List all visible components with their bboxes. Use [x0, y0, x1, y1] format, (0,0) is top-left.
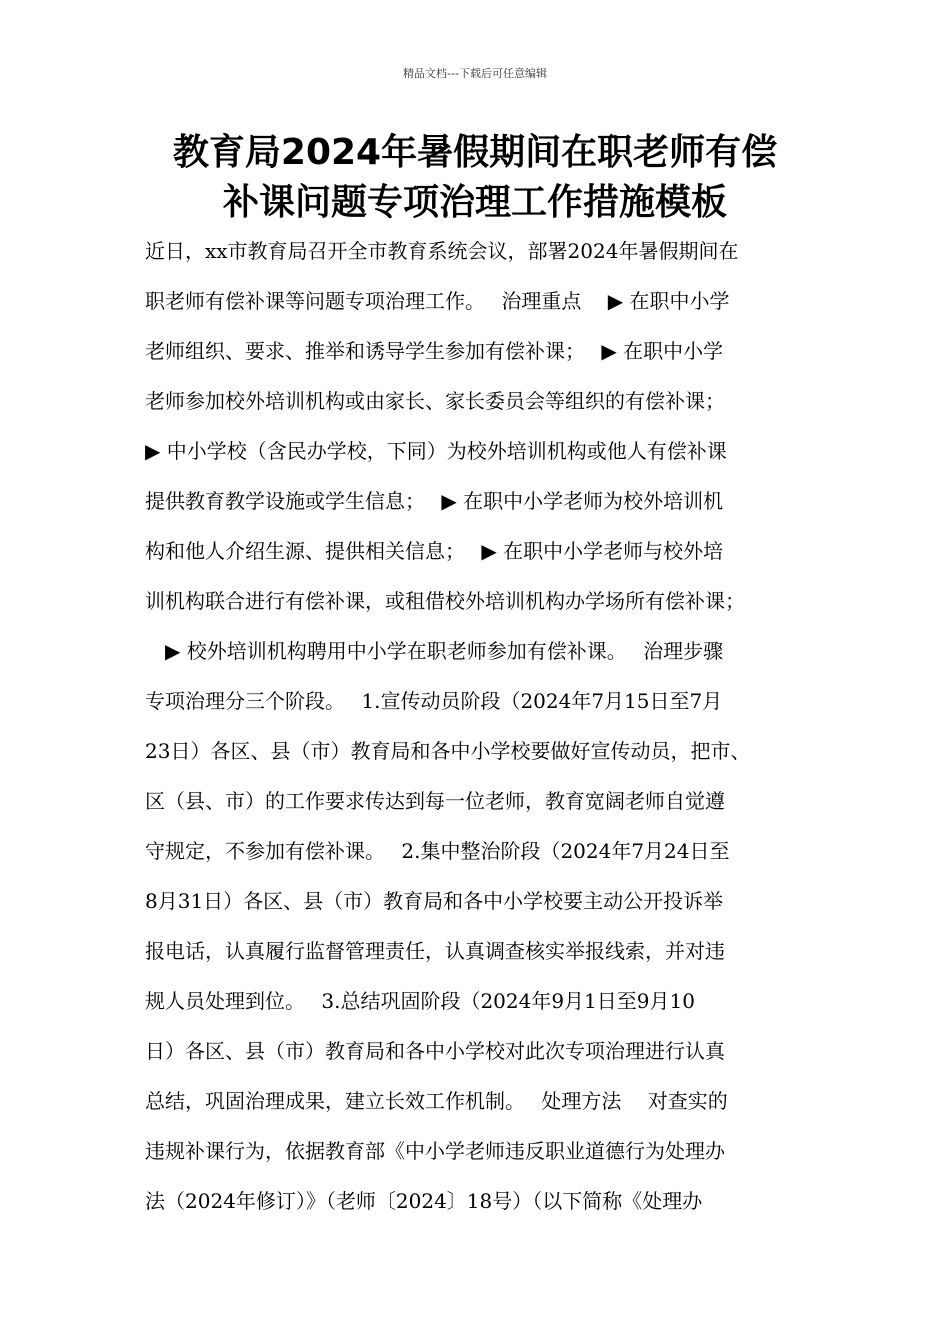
title-line: 补课问题专项治理工作措施模板: [222, 182, 727, 223]
body-line: 区（县、市）的工作要求传达到每一位老师，教育宽阔老师自觉遵: [145, 789, 725, 813]
body-line: 总结，巩固治理成果，建立长效工作机制。 处理方法 对查实的: [145, 1089, 728, 1113]
body-line: 日）各区、县（市）教育局和各中小学校对此次专项治理进行认真: [145, 1039, 725, 1063]
body-line: 提供教育教学设施或学生信息； ▶ 在职中小学老师为校外培训机: [145, 489, 724, 513]
document-body: [145, 226, 835, 1226]
header-watermark-text: 精品文档---下载后可任意编辑: [403, 67, 547, 80]
body-line: 违规补课行为，依据教育部《中小学老师违反职业道德行为处理办: [145, 1139, 725, 1163]
body-line: 报电话，认真履行监督管理责任，认真调查核实举报线索，并对违: [145, 939, 725, 963]
body-line: 构和他人介绍生源、提供相关信息； ▶ 在职中小学老师与校外培: [145, 539, 724, 563]
body-line: 专项治理分三个阶段。 1.宣传动员阶段（2024年7月15日至7月: [145, 689, 723, 713]
body-line: 规人员处理到位。 3.总结巩固阶段（2024年9月1日至9月10: [145, 989, 695, 1013]
body-line: 守规定，不参加有偿补课。 2.集中整治阶段（2024年7月24日至: [145, 839, 730, 863]
body-line: 法（2024年修订）》（老师〔2024〕18号）（以下简称《处理办: [145, 1189, 703, 1213]
page-header: [0, 66, 950, 82]
body-line: 老师参加校外培训机构或由家长、家长委员会等组织的有偿补课；: [145, 389, 725, 413]
body-line: 23日）各区、县（市）教育局和各中小学校要做好宣传动员，把市、: [145, 739, 751, 763]
document-title: [95, 128, 855, 228]
body-line: 8月31日）各区、县（市）教育局和各中小学校要主动公开投诉举: [145, 889, 724, 913]
body-line: 训机构联合进行有偿补课，或租借校外培训机构办学场所有偿补课；: [145, 589, 745, 613]
body-line: ▶ 中小学校（含民办学校，下同）为校外培训机构或他人有偿补课: [145, 439, 727, 463]
body-line: 近日，xx市教育局召开全市教育系统会议，部署2024年暑假期间在: [145, 239, 739, 263]
body-line: ▶ 校外培训机构聘用中小学在职老师参加有偿补课。 治理步骤: [145, 639, 724, 663]
title-line: 教育局2024年暑假期间在职老师有偿: [172, 132, 778, 173]
body-line: 职老师有偿补课等问题专项治理工作。 治理重点 ▶ 在职中小学: [145, 289, 730, 313]
body-line: 老师组织、要求、推举和诱导学生参加有偿补课； ▶ 在职中小学: [145, 339, 724, 363]
